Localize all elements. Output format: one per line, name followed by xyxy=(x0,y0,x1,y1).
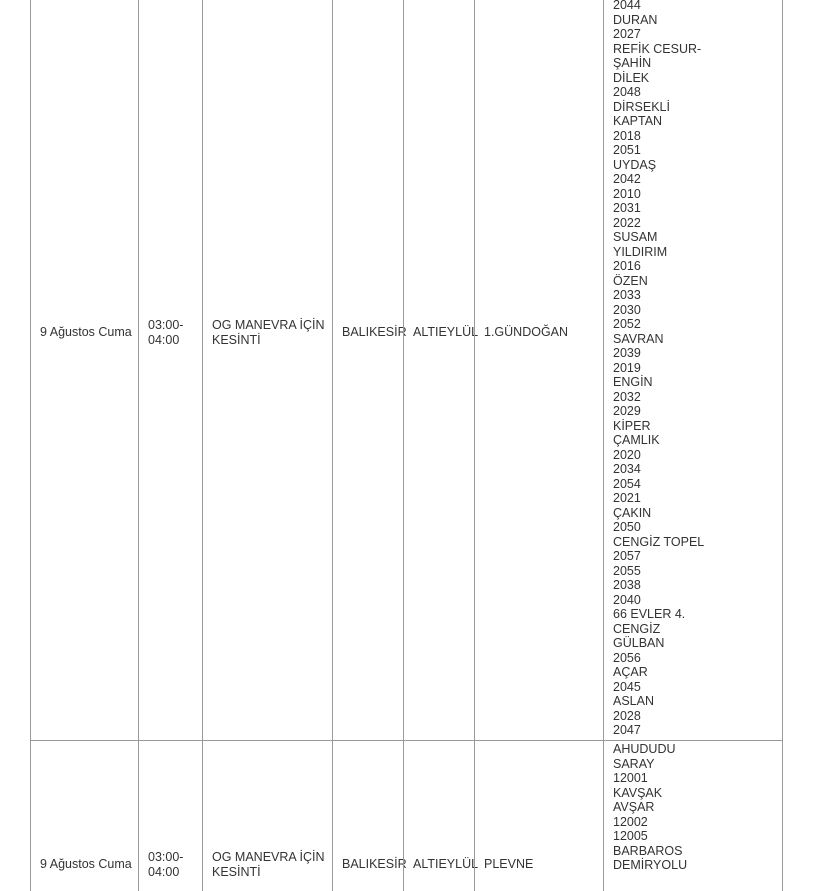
street-item: AÇAR xyxy=(613,665,648,679)
street-item: KAPTAN xyxy=(613,114,663,128)
street-item: 2029 xyxy=(613,404,641,418)
street-item: 2057 xyxy=(613,549,641,563)
street-item: 2056 xyxy=(613,650,641,665)
street-item: DEMİRYOLU xyxy=(613,858,688,872)
street-item: 2045 xyxy=(613,679,641,694)
street-item: 2044 xyxy=(613,0,641,12)
time-cell xyxy=(138,741,202,891)
street-item: 2028 xyxy=(613,708,641,723)
street-item: 2034 xyxy=(613,462,641,476)
street-item: 2016 xyxy=(613,259,641,273)
street-item: AVŞAR xyxy=(613,800,655,814)
time-text: 03:00- 04:00 xyxy=(148,318,184,347)
city-cell xyxy=(332,741,407,891)
street-item: ASLAN xyxy=(613,694,654,708)
street-item: UYDAŞ xyxy=(613,157,657,172)
time-cell xyxy=(138,0,202,740)
street-item: 2051 xyxy=(613,143,641,157)
street-item: KİPER xyxy=(613,418,651,433)
neighborhood-cell xyxy=(474,741,603,891)
street-item: 2055 xyxy=(613,563,641,578)
street-item: CENGİZ xyxy=(613,621,661,636)
district-cell xyxy=(403,0,479,740)
reason-cell xyxy=(202,741,332,891)
street-item: 2040 xyxy=(613,592,641,607)
street-item: BARBAROS xyxy=(613,843,683,858)
table-row xyxy=(30,0,783,741)
street-item: SARAY xyxy=(613,756,655,771)
street-item: 2027 xyxy=(613,27,641,41)
street-item: DİLEK xyxy=(613,70,650,85)
street-item: 2039 xyxy=(613,346,641,360)
street-item: 2048 xyxy=(613,85,641,99)
street-item: 2032 xyxy=(613,389,641,404)
neighborhood-text: 1.GÜNDOĞAN xyxy=(484,325,569,339)
street-item: 2031 xyxy=(613,201,641,215)
streets-cell xyxy=(603,741,783,891)
date-cell xyxy=(30,0,138,740)
streets-cell xyxy=(603,0,783,740)
reason-cell xyxy=(202,0,332,740)
street-item: 2010 xyxy=(613,186,641,201)
city-text: BALIKESİR xyxy=(342,857,407,871)
street-item: 2054 xyxy=(613,476,641,491)
street-item: ÇAMLIK xyxy=(613,433,660,447)
street-item: 2033 xyxy=(613,288,641,302)
street-item: 2022 xyxy=(613,215,641,230)
street-item: 2050 xyxy=(613,520,641,534)
district-cell xyxy=(403,741,479,891)
district-text: ALTIEYLÜL xyxy=(413,857,479,871)
street-item: 2047 xyxy=(613,723,641,737)
district-text: ALTIEYLÜL xyxy=(413,325,479,339)
neighborhood-text: PLEVNE xyxy=(484,857,534,871)
time-text: 03:00- 04:00 xyxy=(148,850,184,879)
street-item: YILDIRIM xyxy=(613,244,668,259)
street-item: DİRSEKLİ xyxy=(613,99,670,114)
street-item: GÜLBAN xyxy=(613,636,665,650)
street-item: 12005 xyxy=(613,829,648,843)
street-item: KAVŞAK xyxy=(613,785,663,800)
street-list xyxy=(613,0,704,738)
city-text: BALIKESİR xyxy=(342,325,407,339)
street-item: 66 EVLER 4. xyxy=(613,607,686,621)
date-cell xyxy=(30,741,138,891)
street-item: DURAN xyxy=(613,12,658,27)
street-item: 2030 xyxy=(613,302,641,317)
street-list xyxy=(613,742,687,873)
reason-text: OG MANEVRA İÇİN KESİNTİ xyxy=(212,318,325,347)
street-item: ÇAKIN xyxy=(613,505,652,520)
table-row xyxy=(30,740,783,891)
street-item: 2038 xyxy=(613,578,641,592)
street-item: 12002 xyxy=(613,814,648,829)
street-item: REFİK CESUR- xyxy=(613,41,702,56)
street-item: CENGİZ TOPEL xyxy=(613,534,705,549)
street-item: ÖZEN xyxy=(613,273,648,288)
reason-text: OG MANEVRA İÇİN KESİNTİ xyxy=(212,850,325,879)
street-item: 2019 xyxy=(613,360,641,375)
street-item: ENGİN xyxy=(613,375,653,389)
street-item: 2021 xyxy=(613,491,641,505)
street-item: SUSAM xyxy=(613,230,658,244)
city-cell xyxy=(332,0,407,740)
date-text: 9 Ağustos Cuma xyxy=(40,857,132,871)
street-item: SAVRAN xyxy=(613,331,664,346)
street-item: AHUDUDU xyxy=(613,742,676,756)
street-item: 2020 xyxy=(613,447,641,462)
neighborhood-cell xyxy=(474,0,603,740)
street-item: 2042 xyxy=(613,172,641,186)
street-item: 2052 xyxy=(613,317,641,331)
street-item: 12001 xyxy=(613,771,648,785)
date-text: 9 Ağustos Cuma xyxy=(40,325,132,339)
street-item: ŞAHİN xyxy=(613,56,652,70)
street-item: 2018 xyxy=(613,128,641,143)
